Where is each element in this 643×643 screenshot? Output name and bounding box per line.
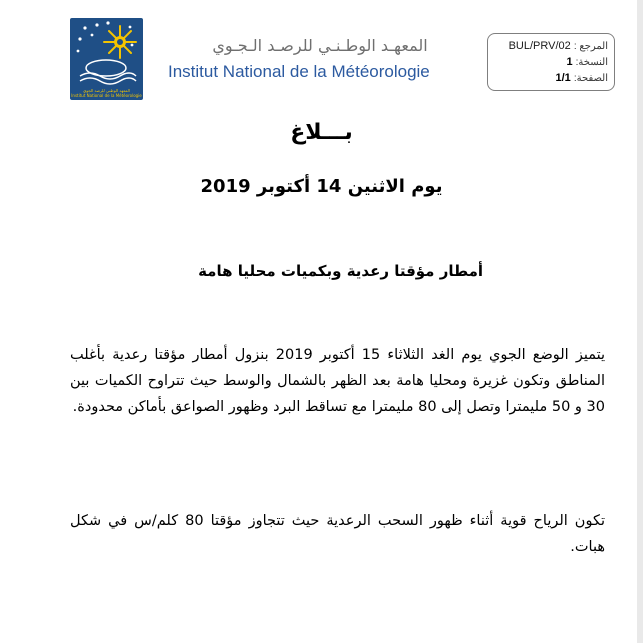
logo-caption-fr: Institut National de la Météorologie [71,93,142,98]
page-edge [637,0,643,643]
page-row [488,72,608,86]
reference-value: BUL/PRV/02 [508,40,571,52]
version-value: 1 [566,56,573,68]
institute-emblem-icon [70,18,143,88]
version-row [488,56,608,70]
reference-box [487,33,615,91]
date-line: يوم الاثنين 14 أكتوبر 2019 [200,176,443,197]
institute-name-fr: Institut National de la Météorologie [168,62,430,81]
version-label: النسخة: [575,57,608,68]
page-label: الصفحة: [573,73,608,84]
document-title: بـــلاغ [290,120,353,145]
page-value: 1/1 [555,72,571,84]
paragraph-forecast: يتميز الوضع الجوي يوم الغد الثلاثاء 15 أكتوبر 2019 بنزول أمطار مؤقتا رعدية بأغلب المناطق وتكون غزيرة ومحليا هامة بعد الظهر بالشمال والوسط حيث تتراوح الكميات بين 30 و 50 مليمترا وتصل إلى 80 مليمترا مع تساقط البرد وظهور الصواعق بأماكن محدودة. [70,347,605,415]
reference-label: المرجع : [573,41,608,52]
institute-name-ar: المعهـد الوطـنـي للرصـد الـجـوي [212,36,428,55]
institute-logo [70,18,143,100]
headline: أمطار مؤقتا رعدية وبكميات محليا هامة [198,262,483,280]
logo-caption-ar: المعهد الوطني للرصد الجوي [83,88,130,93]
paragraph-wind: تكون الرياح قوية أثناء ظهور السحب الرعدية حيث تتجاوز مؤقتا 80 كلم/س في شكل هبات. [70,513,605,555]
reference-row [488,40,608,54]
